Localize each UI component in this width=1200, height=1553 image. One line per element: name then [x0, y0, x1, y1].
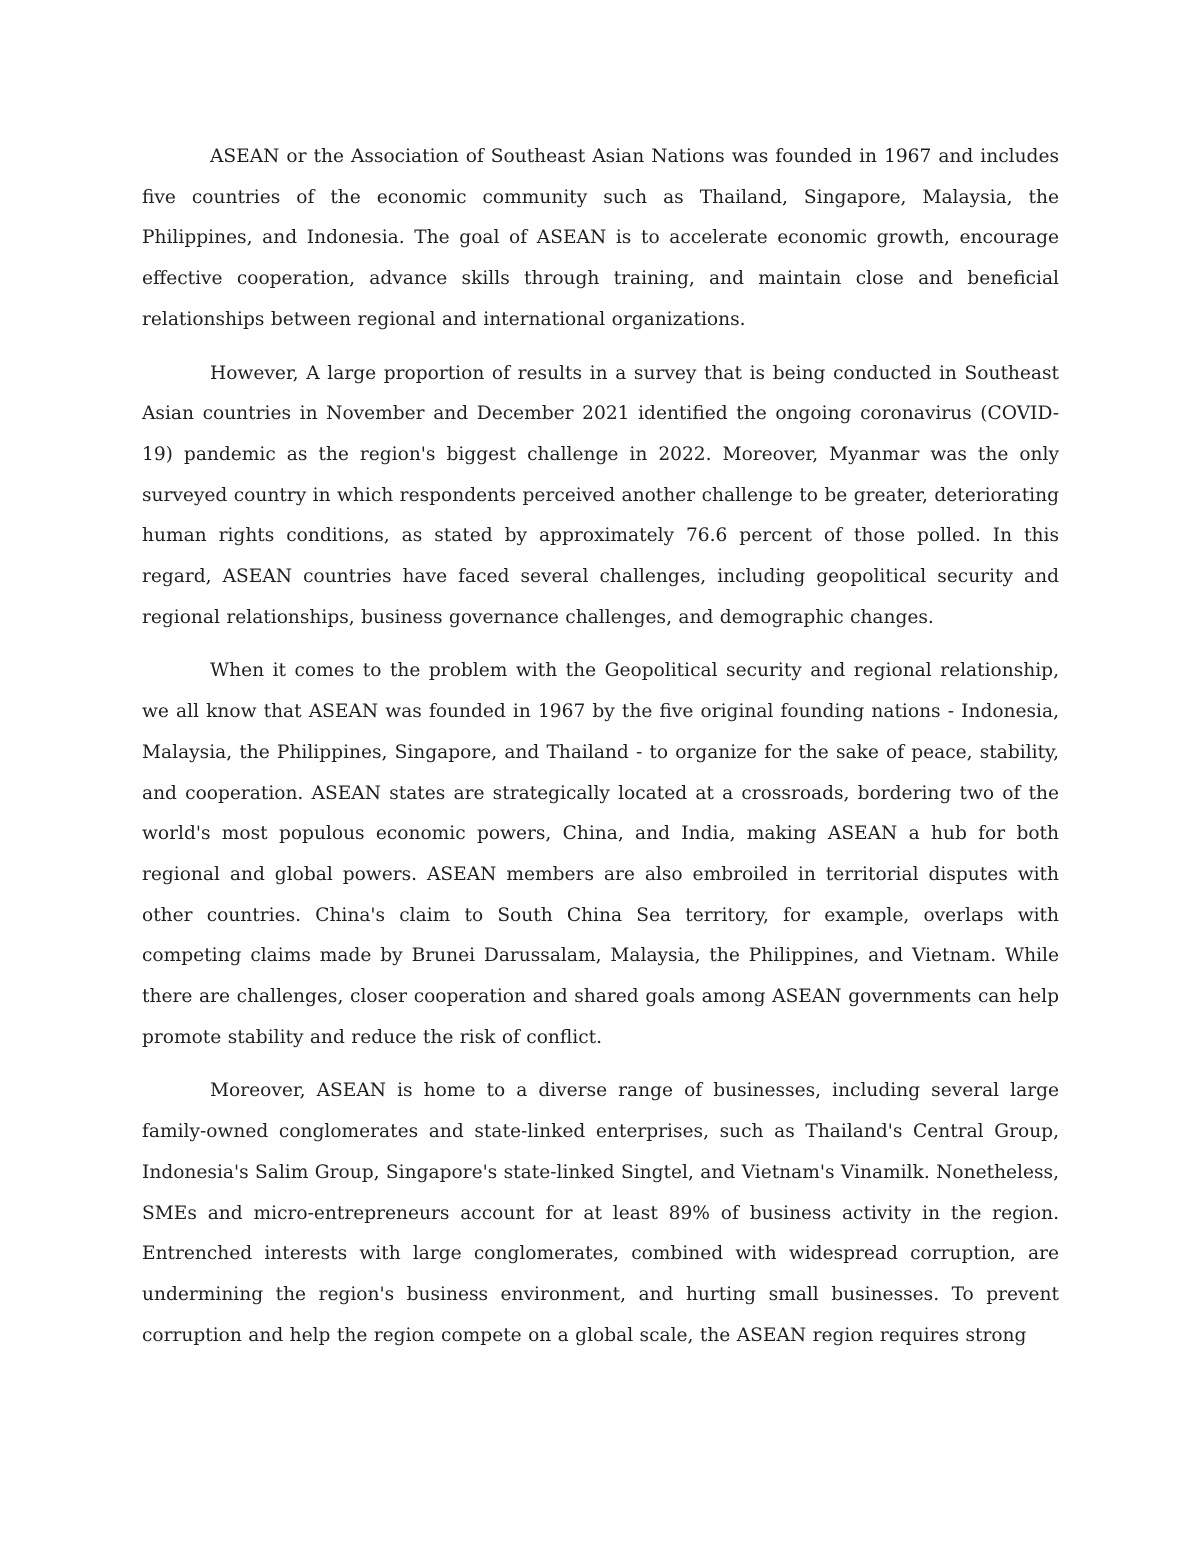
paragraph-survey-challenges: However, A large proportion of results in a survey that is being conducted in Southeast Asian countries in November and December 2021 identified the ongoing coronavirus (COVID-19) pandemic as the region's biggest challenge in 2022. Moreover, Myanmar was the only surveyed country in which respondents perceived another challenge to be greater, deteriorating human rights conditions, as stated by approximately 76.6 percent of those polled. In this regard, ASEAN countries have faced several challenges, including geopolitical security and regional relationships, business governance challenges, and demographic changes.: [142, 362, 1059, 628]
document-body: [142, 137, 1059, 1369]
paragraph-business-governance: Moreover, ASEAN is home to a diverse range of businesses, including several large family-owned conglomerates and state-linked enterprises, such as Thailand's Central Group, Indonesia's Salim Group, Singapore's state-linked Singtel, and Vietnam's Vinamilk. Nonetheless, SMEs and micro-entrepreneurs account for at least 89% of business activity in the region. Entrenched interests with large conglomerates, combined with widespread corruption, are undermining the region's business environment, and hurting small businesses. To prevent corruption and help the region compete on a global scale, the ASEAN region requires strong: [142, 1080, 1059, 1346]
paragraph-asean-intro: ASEAN or the Association of Southeast Asian Nations was founded in 1967 and includes five countries of the economic community such as Thailand, Singapore, Malaysia, the Philippines, and Indonesia. The goal of ASEAN is to accelerate economic growth, encourage effective cooperation, advance skills through training, and maintain close and beneficial relationships between regional and international organizations.: [142, 146, 1059, 330]
paragraph-geopolitical-security: When it comes to the problem with the Geopolitical security and regional relationship, we all know that ASEAN was founded in 1967 by the five original founding nations - Indonesia, Malaysia, the Philippines, Singapore, and Thailand - to organize for the sake of peace, stability, and cooperation. ASEAN states are strategically located at a crossroads, bordering two of the world's most populous economic powers, China, and India, making ASEAN a hub for both regional and global powers. ASEAN members are also embroiled in territorial disputes with other countries. China's claim to South China Sea territory, for example, overlaps with competing claims made by Brunei Darussalam, Malaysia, the Philippines, and Vietnam. While there are challenges, closer cooperation and shared goals among ASEAN governments can help promote stability and reduce the risk of conflict.: [142, 660, 1059, 1048]
